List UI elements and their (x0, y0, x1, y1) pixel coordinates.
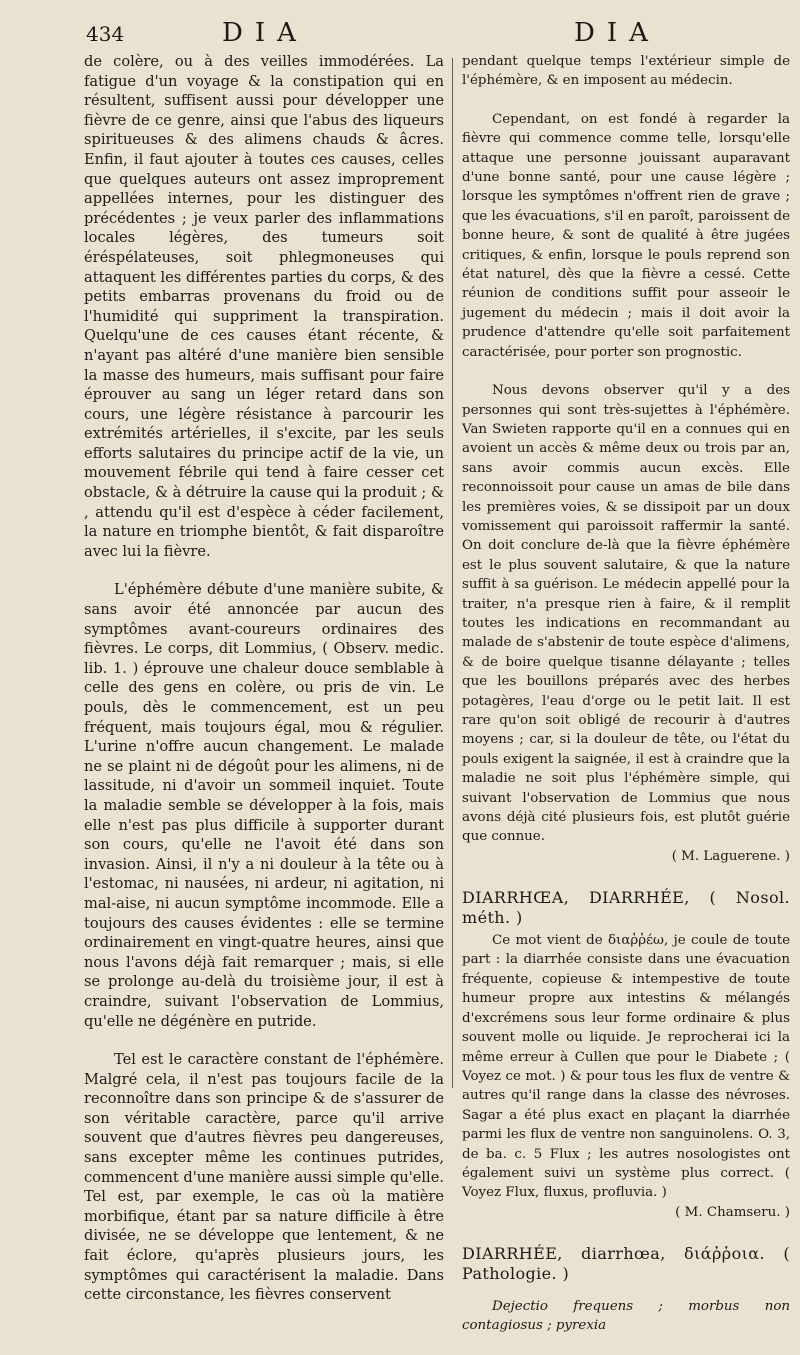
column-divider (452, 58, 453, 1088)
entry-body-diarrhoea-nosology: Ce mot vient de διαῤῥέω, je coule de toute part : la diarrhée consiste dans une évacuation fréquente, copieuse & intempestive de toute humeur propre aux intestins & mélangés d'excrémens sous leur forme ordinaire & plus souvent molle ou liquide. Je reprocherai ici la même erreur à Cullen que pour le Diabete ; ( Voyez ce mot. ) & pour tous les flux de ventre & autres qu'il range dans la classe des névroses. Sagar a été plus exact en plaçant la diarrhée parmi les flux de ventre non sanguinolens. O. 3, de ba. c. 5 Flux ; les autres nosologistes ont également suivi un système plus correct. ( Voyez Flux, fluxus, profluvia. ) (462, 933, 790, 1201)
entry-body-diarrhee-pathology: Dejectio frequens ; morbus non contagiosus ; pyrexia (462, 1298, 790, 1334)
signature-laguerene: ( M. Laguerene. ) (671, 848, 790, 864)
right-paragraph-1: pendant quelque temps l'extérieur simple de l'éphémère, & en imposent au médecin. (462, 54, 790, 89)
right-column (462, 52, 790, 1355)
running-head-right: DIA (574, 18, 660, 48)
entry-heading-diarrhee-pathology: DIARRHÉE, diarrhœa, διάῤῥοια. ( Pathologie. ) (462, 1244, 790, 1283)
signature-chamseru: ( M. Chamseru. ) (675, 1204, 790, 1220)
right-paragraph-2: Cependant, on est fondé à regarder la fièvre qui commence comme telle, lorsqu'elle attaque une personne jouissant auparavant d'une bonne santé, pour une cause légère ; lorsque les symptômes n'offrent rien de grave ; que les évacuations, s'il en paroît, paroissent de bonne heure, & sont de qualité à être jugées critiques, & enfin, lorsque le pouls reprend son état naturel, dès que la fièvre a cessé. Cette réunion de conditions suffit pour asseoir le jugement du médecin ; mais il doit avoir la prudence d'attendre qu'elle soit parfaitement caractérisée, pour porter son prognostic. (462, 111, 790, 360)
running-head-left: DIA (222, 18, 308, 48)
page-number: 434 (86, 22, 125, 46)
entry-heading-diarrhoea-nosology: DIARRHŒA, DIARRHÉE, ( Nosol. méth. ) (462, 888, 790, 927)
right-paragraph-3: Nous devons observer qu'il y a des personnes qui sont très-sujettes à l'éphémère. Van Swieten rapporte qu'il en a connues qui en avoient un accès & même deux ou trois par an, sans avoir commis aucun excès. Elle reconnoissoit pour cause un amas de bile dans les premières voies, & se dissipoit par un doux vomissement qui paroissoit raffermir la santé. On doit conclure de-là que la fièvre éphémère est le plus souvent salutaire, & que la nature suffit à sa guérison. Le médecin appellé pour la traiter, n'a presque rien à faire, & il remplit toutes les indications en recommandant au malade de s'abstenir de toute espèce d'alimens, & de boire quelque tisanne délayante ; telles que les bouillons préparés avec des herbes potagères, l'eau d'orge ou le petit lait. Il est rare qu'on soit obligé de recourir à d'autres moyens ; car, si la douleur de tête, ou l'état du pouls exigent la saignée, il est à craindre que la maladie ne soit plus l'éphémère simple, qui suivant l'observation de Lommius que nous avons déjà cité plusieurs fois, est plutôt guérie que connue. (462, 383, 790, 845)
left-paragraph-2: L'éphémère débute d'une manière subite, & sans avoir été annoncée par aucun des symptômes avant-coureurs ordinaires des fièvres. Le corps, dit Lommius, ( Observ. medic. lib. 1. ) éprouve une chaleur douce semblable à celle des gens en colère, ou pris de vin. Le pouls, dès le commencement, est un peu fréquent, mais toujours égal, mou & régulier. L'urine n'offre aucun changement. Le malade ne se plaint ni de dégoût pour les alimens, ni de lassitude, ni d'avoir un sommeil inquiet. Toute la maladie semble se développer à la fois, mais elle n'est pas plus difficile à supporter durant son cours, qu'elle ne l'avoit été dans son invasion. Ainsi, il n'y a ni douleur à la tête ou à l'estomac, ni nausées, ni ardeur, ni agitation, ni mal-aise, ni aucun symptôme incommode. Elle a toujours des causes évidentes : elle se termine ordinairement en vingt-quatre heures, ainsi que nous l'avons déjà fait remarquer ; mais, si elle se prolonge au-delà du troisième jour, il est à craindre, suivant l'observation de Lommius, qu'elle ne dégénère en putride. (84, 581, 444, 1030)
page-header (0, 18, 800, 54)
left-paragraph-3: Tel est le caractère constant de l'éphémère. Malgré cela, il n'est pas toujours facile de la reconnoître dans son principe & de s'assurer de son véritable caractère, parce qu'il arrive souvent que d'autres fièvres peu dangereuses, sans excepter même les continues putrides, commencent d'une manière aussi simple qu'elle. Tel est, par exemple, le cas où la matière morbifique, étant par sa nature difficile à être divisée, ne se développe que lentement, & ne fait éclore, qu'après plusieurs jours, les symptômes qui caractérisent la maladie. Dans cette circonstance, les fièvres conservent (84, 1051, 444, 1304)
left-column (84, 52, 444, 1324)
left-paragraph-1: de colère, ou à des veilles immodérées. La fatigue d'un voyage & la constipation qui en résultent, suffisent aussi pour développer une fièvre de ce genre, ainsi que l'abus des liqueurs spiritueuses & des alimens chauds & âcres. Enfin, il faut ajouter à toutes ces causes, celles que quelques auteurs ont assez improprement appellées internes, pour les distinguer des précédentes ; je veux parler des inflammations locales légères, des tumeurs soit éréspélateuses, soit phlegmoneuses qui attaquent les différentes parties du corps, & des petits embarras provenans du froid ou de l'humidité qui suppriment la transpiration. Quelqu'une de ces causes étant récente, & n'ayant pas altéré d'une manière bien sensible la masse des humeurs, mais suffisant pour faire éprouver au sang un léger retard dans son cours, une légère résistance à parcourir les extrémités artérielles, il s'excite, par les seuls efforts salutaires du principe actif de la vie, un mouvement fébrile qui tend à faire cesser cet obstacle, & à détruire la cause qui la produit ; & , attendu qu'il est d'espèce à céder facilement, la nature en triomphe bientôt, & fait disparoître avec lui la fièvre. (84, 53, 444, 560)
